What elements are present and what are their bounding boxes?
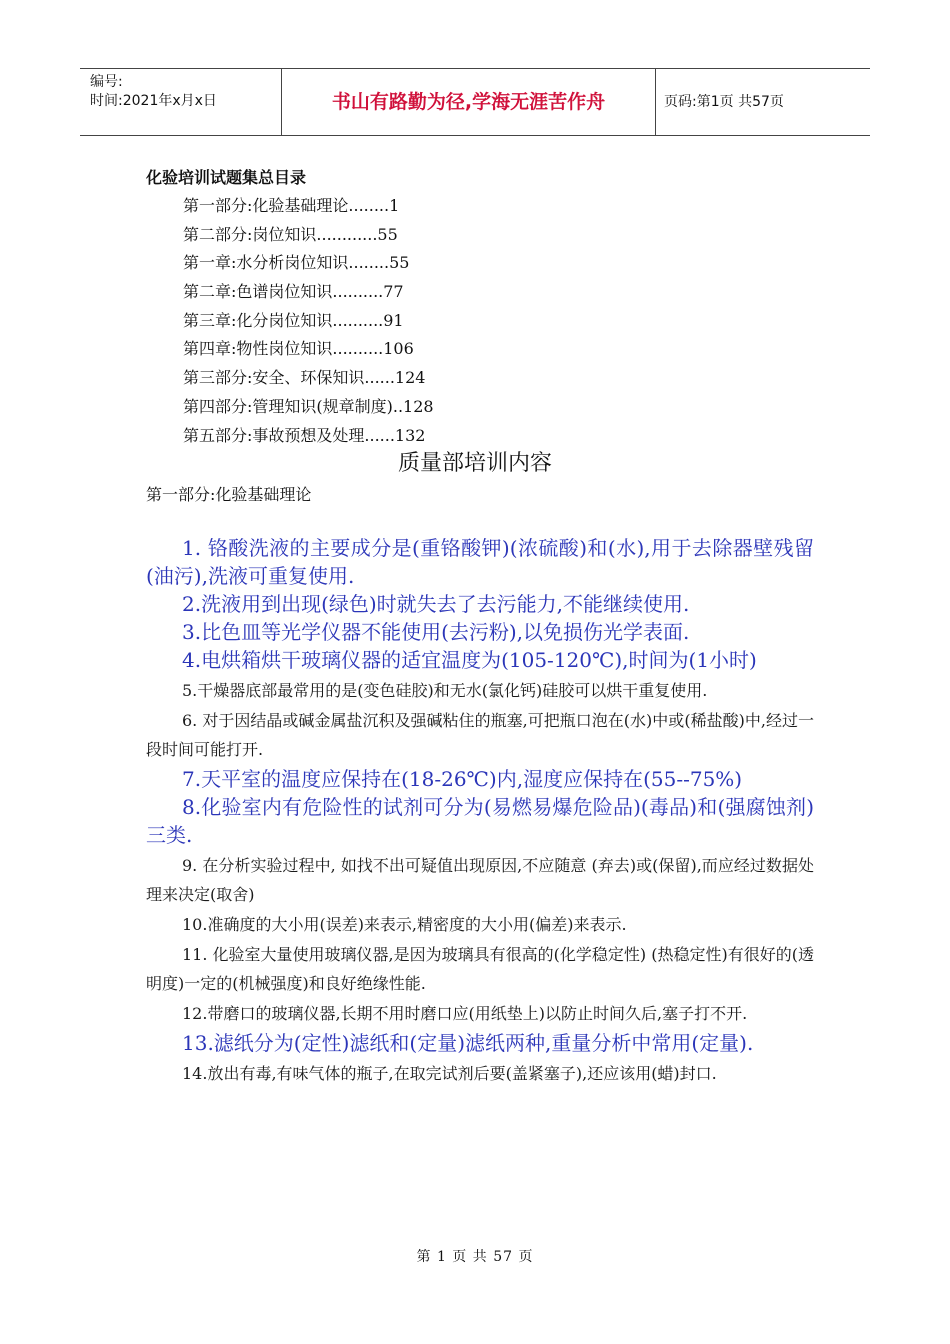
page-footer: 第 1 页 共 57 页 [416, 1249, 534, 1265]
question-item: 9. 在分析实验过程中, 如找不出可疑值出现原因,不应随意 (弃去)或(保留),而应经过数据处理来决定(取舍) [146, 856, 814, 904]
question-item: 6. 对于因结晶或碱金属盐沉积及强碱粘住的瓶塞,可把瓶口泡在(水)中或(稀盐酸)中,经过一段时间可能打开. [146, 711, 814, 759]
header-date-label: 时间:2021年x月x日 [90, 93, 217, 109]
question-item: 13.滤纸分为(定性)滤纸和(定量)滤纸两种,重量分析中常用(定量). [182, 1031, 754, 1055]
question-item: 1. 铬酸洗液的主要成分是(重铬酸钾)(浓硫酸)和(水),用于去除器壁残留(油污),洗液可重复使用. [146, 536, 814, 588]
toc-entry: 第二章:色谱岗位知识..........77 [183, 282, 404, 302]
section-title: 质量部培训内容 [397, 451, 552, 476]
question-item: 7.天平室的温度应保持在(18-26℃)内,湿度应保持在(55--75%) [182, 767, 743, 791]
toc-entry: 第五部分:事故预想及处理......132 [183, 425, 426, 445]
header-page-info: 页码:第1页 共57页 [664, 94, 784, 110]
header-number-label: 编号: [90, 74, 123, 90]
question-item: 3.比色皿等光学仪器不能使用(去污粉),以免损伤光学表面. [182, 620, 690, 644]
header-meta [80, 69, 282, 135]
toc-entry: 第三部分:安全、环保知识......124 [183, 368, 426, 388]
toc-entry: 第三章:化分岗位知识..........91 [183, 310, 404, 330]
question-item: 10.准确度的大小用(误差)来表示,精密度的大小用(偏差)来表示. [182, 915, 627, 934]
toc-entry: 第二部分:岗位知识............55 [183, 224, 398, 244]
question-item: 2.洗液用到出现(绿色)时就失去了去污能力,不能继续使用. [182, 592, 690, 616]
question-item: 11. 化验室大量使用玻璃仪器,是因为玻璃具有很高的(化学稳定性) (热稳定性)有很好的(透明度)一定的(机械强度)和良好绝缘性能. [146, 945, 814, 993]
toc-title: 化验培训试题集总目录 [146, 168, 307, 187]
toc-entry: 第一章:水分析岗位知识........55 [183, 253, 410, 273]
toc-entry: 第四部分:管理知识(规章制度)..128 [183, 396, 434, 416]
question-list [146, 534, 814, 1089]
question-item: 12.带磨口的玻璃仪器,长期不用时磨口应(用纸垫上)以防止时间久后,塞子打不开. [182, 1004, 748, 1023]
toc-list [183, 192, 434, 450]
question-item: 4.电烘箱烘干玻璃仪器的适宜温度为(105-120℃),时间为(1小时) [182, 648, 757, 672]
toc-entry: 第四章:物性岗位知识..........106 [183, 339, 414, 359]
header-motto: 书山有路勤为径,学海无涯苦作舟 [282, 69, 656, 135]
question-item: 8.化验室内有危险性的试剂可分为(易燃易爆危险品)(毒品)和(强腐蚀剂)三类. [146, 795, 814, 847]
toc-entry: 第一部分:化验基础理论........1 [183, 196, 400, 215]
question-item: 5.干燥器底部最常用的是(变色硅胶)和无水(氯化钙)硅胶可以烘干重复使用. [182, 681, 708, 700]
page-header [80, 68, 870, 136]
question-item: 14.放出有毒,有味气体的瓶子,在取完试剂后要(盖紧塞子),还应该用(蜡)封口. [182, 1064, 717, 1083]
part-label: 第一部分:化验基础理论 [146, 485, 312, 504]
